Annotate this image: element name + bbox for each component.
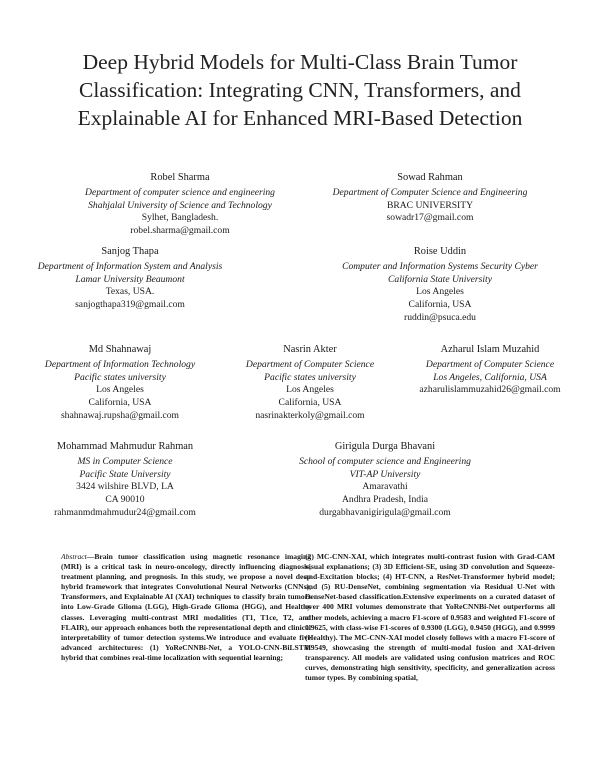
author-name: Robel Sharma	[150, 172, 210, 183]
author-email: ruddin@psuca.edu	[404, 311, 476, 323]
author-department: Department of Computer Science	[245, 358, 375, 370]
author-email: azharulislammuzahid26@gmail.com	[419, 384, 561, 396]
author-organization: Shahjalal University of Science and Technology	[88, 199, 272, 211]
abstract-text: —Brain tumor classification using magnetic resonance imaging (MRI) is a critical task in neuro-oncology, directly influencing diagnosis, treatment planning, and prognosis. In this study, we propose a novel deep hybrid framework that integrates Convolutional Neural Networks (CNNs), Transformers, and Explainable AI (XAI) techniques to classify brain tumors into Low-Grade Glioma (LGG), High-Grade Glioma (HGG), and Healthy classes. Leveraging multi-contrast MRI modalities (T1, T1ce, T2, and FLAIR), our approach enhances both the representational depth and clinical interpretability of tumor detection systems.We introduce and evaluate five advanced architectures: (1) YoReCNNBi-Net, a YOLO-CNN-BiLSTM hybrid that combines real-time localization with sequential learning;	[61, 552, 311, 662]
author-location: Sylhet, Bangladesh.	[141, 212, 219, 224]
author-block	[310, 172, 550, 225]
abstract-column-right	[305, 552, 555, 683]
author-block	[20, 441, 230, 520]
author-department: Department of Computer Science and Engineering	[332, 186, 528, 198]
author-location: California, USA	[88, 397, 152, 409]
author-location: California, USA	[278, 397, 342, 409]
author-location: Los Angeles	[96, 384, 144, 396]
author-name: Sanjog Thapa	[101, 246, 159, 257]
author-email: nasrinakterkoly@gmail.com	[255, 409, 365, 421]
author-location: Los Angeles	[416, 286, 464, 298]
author-department: Computer and Information Systems Security Cyber	[342, 260, 538, 272]
author-organization: BRAC UNIVERSITY	[386, 199, 474, 211]
author-name: Md Shahnawaj	[88, 344, 152, 355]
author-organization: Lamar University Beaumont	[75, 273, 185, 285]
author-organization: Pacific State University	[79, 468, 171, 480]
author-block	[270, 441, 500, 520]
author-email: shahnawaj.rupsha@gmail.com	[60, 409, 180, 421]
author-name: Nasrin Akter	[283, 344, 337, 355]
author-organization: Pacific states university	[74, 371, 166, 383]
author-block	[60, 172, 300, 238]
author-location: Los Angeles	[286, 384, 334, 396]
author-location: Texas, USA.	[105, 286, 155, 298]
author-name: Girigula Durga Bhavani	[334, 441, 436, 452]
author-block	[30, 344, 210, 423]
abstract-label: Abstract	[61, 552, 87, 561]
author-email: robel.sharma@gmail.com	[130, 225, 230, 237]
author-department: Department of Information System and Analysis	[37, 260, 223, 272]
author-department: Department of Computer Science	[425, 358, 555, 370]
author-name: Roise Uddin	[413, 246, 467, 257]
author-department: School of computer science and Engineering	[299, 455, 471, 467]
author-location: California, USA	[408, 299, 472, 311]
author-block	[20, 246, 240, 312]
author-department: Department of Information Technology	[44, 358, 196, 370]
paper-title: Deep Hybrid Models for Multi-Class Brain Tumor Classification: Integrating CNN, Transformers, and Explainable AI for Enhanced MRI-Based Detection	[77, 50, 523, 130]
author-location: CA 90010	[105, 494, 145, 506]
author-organization: VIT-AP University	[349, 468, 421, 480]
author-email: sanjogthapa319@gmail.com	[75, 299, 185, 311]
author-block	[390, 344, 590, 397]
author-department: MS in Computer Science	[77, 455, 173, 467]
author-block	[215, 344, 405, 423]
author-block	[330, 246, 550, 325]
abstract-text-continued: (2) MC-CNN-XAI, which integrates multi-contrast fusion with Grad-CAM visual explanations; (3) 3D Efficient-SE, using 3D convolution and Squeeze-and-Excitation blocks; (4) HT-CNN, a ResNet-Transformer hybrid model; and (5) RU-DenseNet, combining segmentation via Residual U-Net with DenseNet-based classification.Extensive experiments on a curated dataset of over 400 MRI volumes demonstrate that YoReCNNBi-Net outperforms all other models, achieving a macro F1-score of 0.9583 and weighted F1-score of 0.9625, with class-wise F1-scores of 0.9300 (LGG), 0.9450 (HGG), and 0.9999 (Healthy). The MC-CNN-XAI model closely follows with a macro F1-score of 0.9549, showcasing the strength of multi-modal fusion and XAI-driven transparency. All models are validated using confusion matrices and ROC curves, demonstrating high sensitivity, specificity, and generalization across tumor types. By combining spatial,	[305, 552, 555, 683]
author-location: 3424 wilshire BLVD, LA	[76, 481, 174, 493]
author-email: rahmanmdmahmudur24@gmail.com	[54, 506, 196, 518]
author-organization: Los Angeles, California, USA	[433, 371, 547, 383]
abstract-column-left	[61, 552, 311, 663]
author-name: Mohammad Mahmudur Rahman	[56, 441, 194, 452]
author-department: Department of computer science and engineering	[85, 186, 275, 198]
author-email: sowadr17@gmail.com	[386, 212, 474, 224]
author-email: durgabhavanigirigula@gmail.com	[319, 506, 451, 518]
author-organization: Pacific states university	[264, 371, 356, 383]
author-location: Amaravathi	[362, 481, 408, 493]
author-location: Andhra Pradesh, India	[341, 494, 429, 506]
author-organization: California State University	[388, 273, 492, 285]
author-name: Azharul Islam Muzahid	[440, 344, 540, 355]
author-name: Sowad Rahman	[397, 172, 463, 183]
